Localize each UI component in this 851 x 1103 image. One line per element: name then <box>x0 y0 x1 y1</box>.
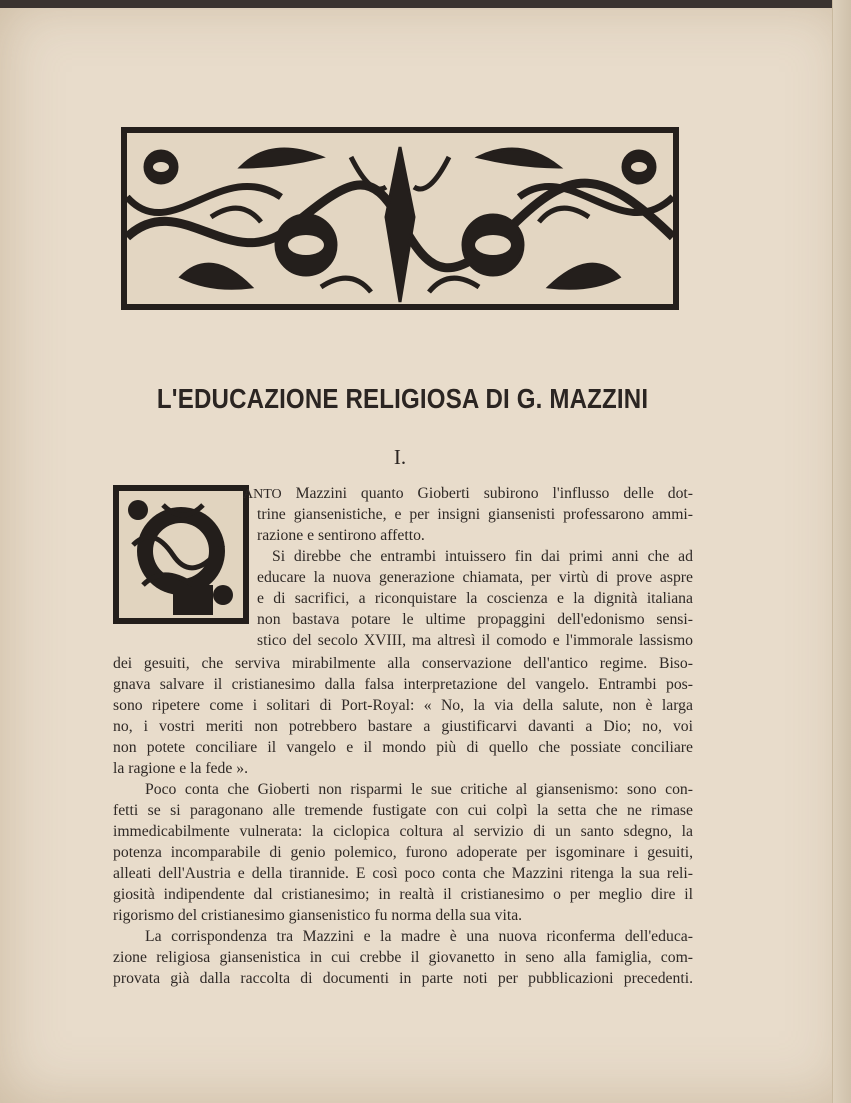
text-line: giosità indipendente dal cristianesimo; in realtà il cristianesimo o per meglio dire il <box>113 886 693 903</box>
ornamental-dropcap <box>113 485 249 624</box>
text-line: rigorismo del cristianesimo giansenistico fu norma della sua vita. <box>113 907 523 924</box>
text-line: La corrispondenza tra Mazzini e la madre è una nuova riconferma dell'educa- <box>145 928 693 945</box>
text-line: sono ripetere come i solitari di Port-Royal: « No, la via della salute, non è larga <box>113 697 693 714</box>
text-line: non bastava potare le ultime propaggini dell'edonismo sensi- <box>257 611 693 628</box>
section-number: I. <box>393 445 407 469</box>
text-line: fetti se si paragonano alle tremende fustigate con cui colpì la setta che ne rimase <box>113 802 693 819</box>
text-line: no, i vostri meriti non potrebbero bastare a giustificarvi davanti a Dio; no, voi <box>113 718 693 735</box>
text-line: non potete conciliare il vangelo e il mondo più di quello che possiate conciliare <box>113 739 693 756</box>
text-line: la ragione e la fede ». <box>113 760 249 777</box>
page-top-border <box>0 0 851 8</box>
text-line: alleati dell'Austria e della tirannide. E così poco conta che Mazzini ritenga la sua reli- <box>113 865 693 882</box>
text-line: dei gesuiti, che serviva mirabilmente alla conservazione dell'antico regime. Biso- <box>113 655 693 672</box>
ornamental-headpiece <box>121 127 679 310</box>
text-line: e di sacrifici, a riconquistare la coscienza e la dignità italiana <box>257 590 693 607</box>
text-line: Si direbbe che entrambi intuissero fin dai primi anni che ad <box>272 548 693 565</box>
text-line: gnava salvare il cristianesimo dalla falsa interpretazione del vangelo. Entrambi pos- <box>113 676 693 693</box>
article-title: L'EDUCAZIONE RELIGIOSA DI G. MAZZINI <box>156 383 649 414</box>
text-line: trine giansenistiche, e per insigni giansenisti professarono ammi- <box>257 506 693 523</box>
text-line: stico del secolo XVIII, ma altresì il comodo e l'immorale lassismo <box>257 632 693 649</box>
text-line: Poco conta che Gioberti non risparmi le sue critiche al giansenismo: sono con- <box>145 781 693 798</box>
text-line: ANTO Mazzini quanto Gioberti subirono l'influsso delle dot- <box>243 485 693 502</box>
text-line: provata già dalla raccolta di documenti in parte noti per pubblicazioni precedenti. <box>113 970 693 987</box>
text-line: zione religiosa giansenistica in cui crebbe il giovanetto in seno alla famiglia, com- <box>113 949 693 966</box>
page-edge <box>832 0 851 1103</box>
text-line: immedicabilmente vulnerata: la ciclopica coltura al servizio di un santo sdegno, la <box>113 823 693 840</box>
text-line: razione e sentirono affetto. <box>257 527 425 544</box>
text-line: potenza incomparabile di genio polemico, furono adoperate per isgominare i gesuiti, <box>113 844 693 861</box>
text-line: educare la nuova generazione chiamata, per virtù di prove aspre <box>257 569 693 586</box>
